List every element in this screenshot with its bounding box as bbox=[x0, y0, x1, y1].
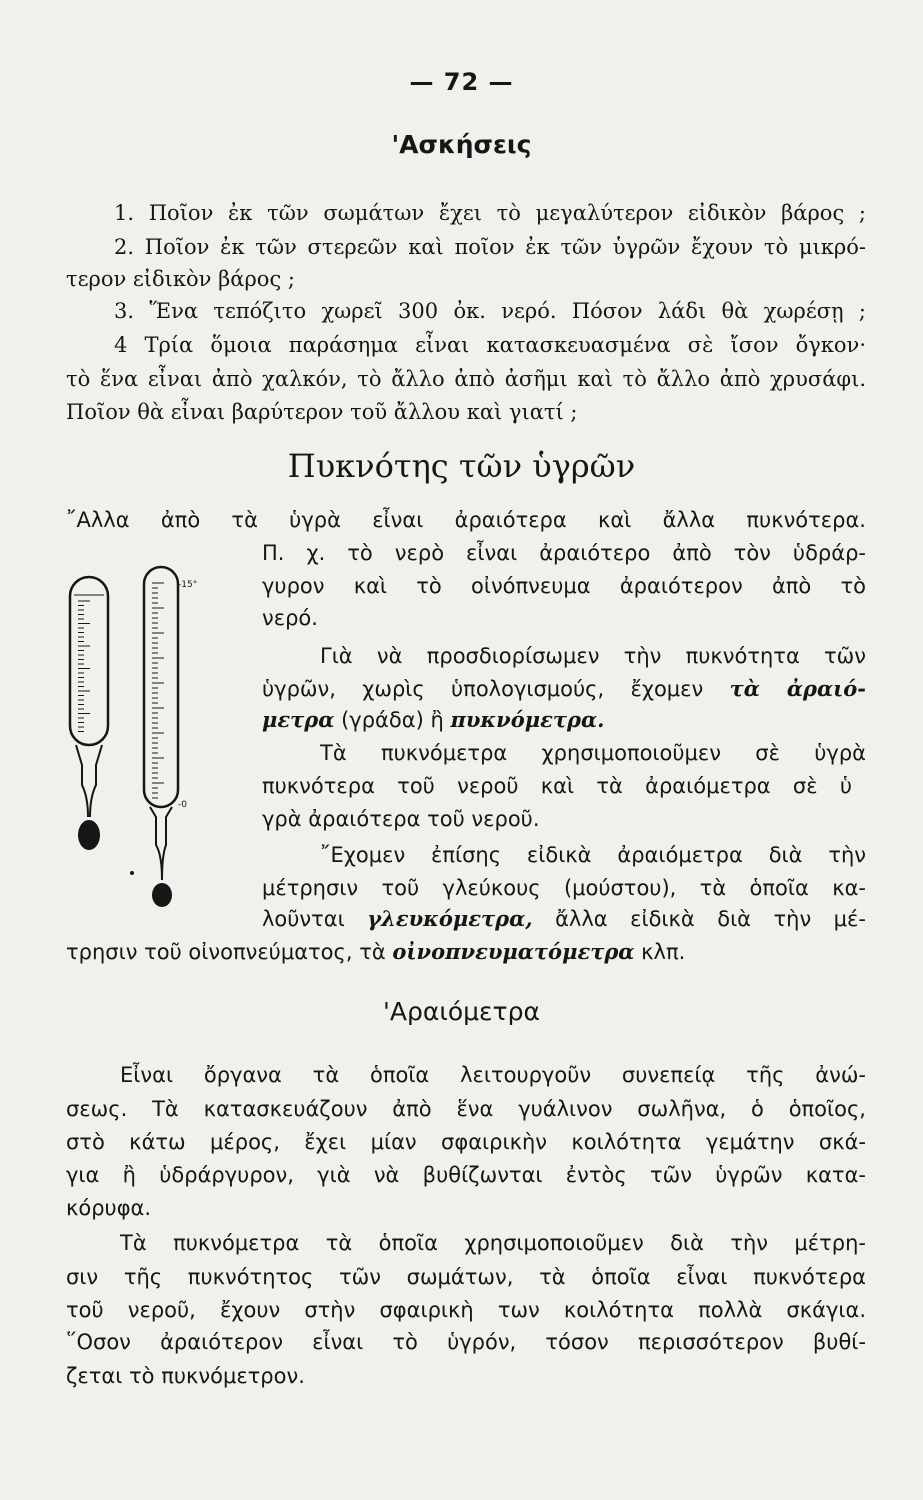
p2-l3-bold-b: πυκνόμετρα. bbox=[450, 707, 605, 732]
density-p4-l3 bbox=[262, 904, 866, 934]
ar-p2-l1: Τὰ πυκνόμετρα τὰ ὁποῖα χρησιμοποιοῦμεν διὰ τὴν μέτρη- bbox=[120, 1231, 866, 1255]
ar-p1-l1: Εἶναι ὄργανα τὰ ὁποῖα λειτουργοῦν συνεπείᾳ τῆς ἀνώ- bbox=[120, 1063, 866, 1087]
density-p1-l3: νερό. bbox=[262, 606, 318, 630]
exercises-heading: 'Ασκήσεις bbox=[391, 130, 532, 159]
p2-l2-bold: τὰ ἀραιό- bbox=[729, 676, 866, 701]
hydrometer-right-scale bbox=[152, 583, 164, 798]
exercise-1-text: 1. Ποῖον ἐκ τῶν σωμάτων ἔχει τὸ μεγαλύτερον εἰδικὸν βάρος ; bbox=[114, 201, 866, 225]
p4-l3-text-b: ἄλλα εἰδικὰ διὰ τὴν μέ- bbox=[555, 907, 866, 931]
p4-l4-text-b: κλπ. bbox=[641, 940, 686, 964]
p4-l4-text-a: τρησιν τοῦ οἰνοπνεύματος, τὰ bbox=[66, 940, 386, 964]
ar-p2-l4: ῞Οσον ἀραιότερον εἶναι τὸ ὑγρόν, τόσον περισσότερον βυθί- bbox=[66, 1330, 866, 1354]
density-p4-l1: ῎Εχομεν ἐπίσης εἰδικὰ ἀραιόμετρα διὰ τὴν bbox=[320, 843, 866, 867]
density-intro: ῎Αλλα ἀπὸ τὰ ὑγρὰ εἶναι ἀραιότερα καὶ ἄλλα πυκνότερα. bbox=[66, 508, 866, 532]
hydrometers-figure bbox=[60, 555, 240, 915]
ar-p1-l4: για ἢ ὑδράργυρον, γιὰ νὰ βυθίζωνται ἐντὸς τῶν ὑγρῶν κατα- bbox=[66, 1163, 866, 1187]
density-p4-l4 bbox=[66, 937, 866, 967]
density-p1-l1: Π. χ. τὸ νερὸ εἶναι ἀραιότερο ἀπὸ τὸν ὑδράρ- bbox=[262, 541, 866, 565]
density-heading: Πυκνότης τῶν ὑγρῶν bbox=[287, 447, 636, 485]
exercise-2-text-a: 2. Ποῖον ἐκ τῶν στερεῶν καὶ ποῖον ἐκ τῶν ὑγρῶν ἔχουν τὸ μικρό- bbox=[114, 235, 866, 259]
density-p2-l1: Γιὰ νὰ προσδιορίσωμεν τὴν πυκνότητα τῶν bbox=[320, 644, 866, 668]
density-p2-l3 bbox=[262, 705, 866, 735]
exercise-4-line-1 bbox=[66, 328, 866, 362]
hydrometer-left-scale bbox=[78, 601, 90, 732]
density-p2-l2 bbox=[262, 674, 866, 704]
density-p1-l2: γυρον καὶ τὸ οἰνόπνευμα ἀραιότερον ἀπὸ τὸ bbox=[262, 574, 866, 598]
exercise-4-text-a: 4 Τρία ὅμοια παράσημα εἶναι κατασκευασμένα σὲ ἴσον ὄγκον· bbox=[114, 333, 866, 357]
hydrometer-right bbox=[144, 567, 178, 880]
density-p3-l1: Τὰ πυκνόμετρα χρησιμοποιοῦμεν σὲ ὑγρὰ bbox=[320, 741, 866, 765]
p2-l3-text: (γράδα) ἢ bbox=[341, 708, 444, 732]
hydrometer-left bbox=[70, 577, 108, 817]
hydrometer-left-bulb bbox=[78, 820, 100, 850]
p4-l4-bold: οἰνοπνευματόμετρα bbox=[392, 939, 635, 964]
exercise-4-line-3: Ποῖον θὰ εἶναι βαρύτερον τοῦ ἄλλου καὶ γιατί ; bbox=[66, 400, 578, 424]
exercise-3-text: 3. Ἕνα τεπόζιτο χωρεῖ 300 ὀκ. νερό. Πόσον λάδι θὰ χωρέσῃ ; bbox=[114, 299, 866, 323]
density-p4-l2: μέτρησιν τοῦ γλεύκους (μούστου), τὰ ὁποῖα κα- bbox=[262, 876, 866, 900]
araiometra-heading: 'Αραιόμετρα bbox=[383, 997, 540, 1026]
exercise-1 bbox=[66, 196, 866, 230]
ar-p2-l3: τοῦ νεροῦ, ἔχουν στὴν σφαιρικὴ των κοιλότητα πολλὰ σκάγια. bbox=[66, 1298, 866, 1322]
ar-p2-l5: ζεται τὸ πυκνόμετρον. bbox=[66, 1364, 305, 1388]
exercise-2-line-1 bbox=[66, 230, 866, 264]
density-p3-l2: πυκνότερα τοῦ νεροῦ καὶ τὰ ἀραιόμετρα σὲ ὑ bbox=[262, 774, 852, 798]
p2-l3-bold-a: μετρα bbox=[262, 707, 335, 732]
exercise-2-line-2: τερον εἰδικὸν βάρος ; bbox=[66, 267, 295, 291]
exercise-3 bbox=[66, 294, 866, 328]
hydrometer-right-bulb bbox=[152, 883, 172, 907]
density-p3-l3: γρὰ ἀραιότερα τοῦ νεροῦ. bbox=[262, 807, 540, 831]
p2-l2-text: ὑγρῶν, χωρὶς ὑπολογισμούς, ἔχομεν bbox=[262, 677, 704, 701]
p4-l3-bold: γλευκόμετρα, bbox=[367, 906, 533, 931]
ar-p1-l2: σεως. Τὰ κατασκευάζουν ἀπὸ ἕνα γυάλινον σωλῆνα, ὁ ὁποῖος, bbox=[66, 1097, 866, 1121]
page-number: — 72 — bbox=[409, 68, 514, 96]
figure-label-top: -15° bbox=[178, 580, 198, 590]
ar-p1-l5: κόρυφα. bbox=[66, 1196, 152, 1220]
exercise-4-line-2: τὸ ἕνα εἶναι ἀπὸ χαλκόν, τὸ ἄλλο ἀπὸ ἀσῆμι καὶ τὸ ἄλλο ἀπὸ χρυσάφι. bbox=[66, 367, 866, 391]
ink-speck bbox=[130, 871, 134, 875]
ar-p1-l3: στὸ κάτω μέρος, ἔχει μίαν σφαιρικὴν κοιλότητα γεμάτην σκά- bbox=[66, 1130, 866, 1154]
p4-l3-text-a: λοῦνται bbox=[262, 907, 345, 931]
figure-label-zero: -0 bbox=[178, 800, 187, 810]
ar-p2-l2: σιν τῆς πυκνότητος τῶν σωμάτων, τὰ ὁποῖα εἶναι πυκνότερα bbox=[66, 1265, 866, 1289]
